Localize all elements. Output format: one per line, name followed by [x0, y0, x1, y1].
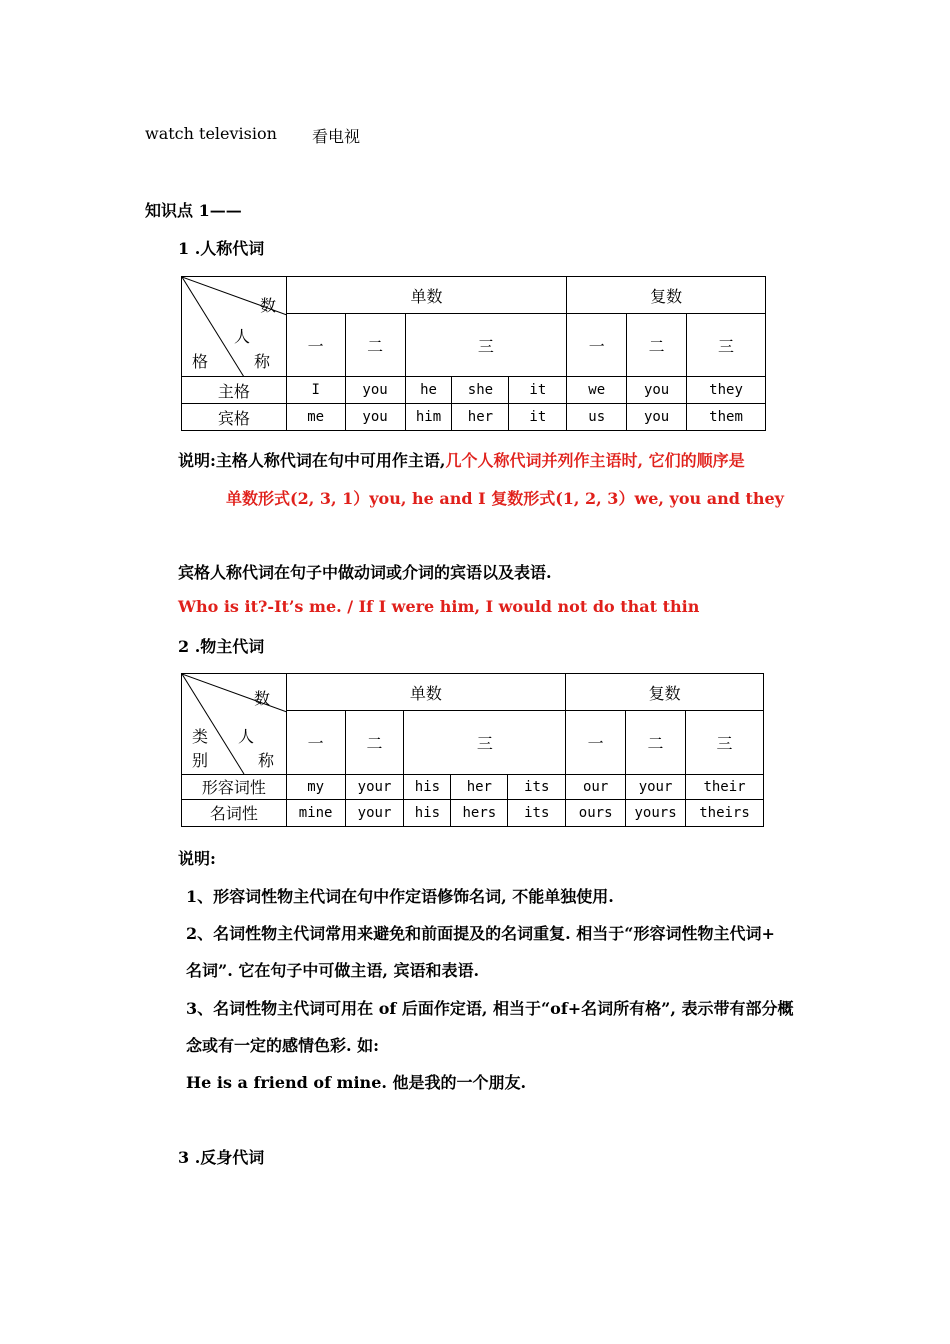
table-cell: ours [566, 799, 626, 826]
person-1-plural: 一 [567, 314, 627, 377]
person-2-singular: 二 [345, 711, 404, 774]
explanation-2a: 2、名词性物主代词常用来避免和前面提及的名词重复. 相当于“形容词性物主代词+ [186, 924, 775, 943]
note-black: 说明:主格人称代词在句中可用作主语, [178, 451, 446, 470]
vocab-chinese: 看电视 [312, 127, 361, 146]
table-cell: you [627, 377, 687, 404]
diag-label-case: 格 [192, 352, 209, 371]
table-row [182, 404, 766, 431]
person-1-singular: 一 [286, 314, 345, 377]
table-cell: his [404, 799, 451, 826]
row-label: 宾格 [182, 404, 287, 431]
explanation-3a: 3、名词性物主代词可用在 of 后面作定语, 相当于“of+名词所有格”, 表示带有部分概 [186, 999, 794, 1018]
table-cell: they [687, 377, 766, 404]
explanation-3b: 念或有一定的感情色彩. 如: [186, 1036, 380, 1055]
table-cell: us [567, 404, 627, 431]
order-rule: 单数形式(2, 3, 1）you, he and I 复数形式(1, 2, 3）we, you and they [226, 489, 784, 508]
diag-label-bie: 别 [192, 751, 209, 770]
table-cell: your [626, 774, 686, 799]
table-cell: hers [451, 799, 508, 826]
person-1-plural: 一 [566, 711, 626, 774]
section-3-title: 3 .反身代词 [178, 1148, 265, 1167]
diag-label-cheng: 称 [254, 352, 271, 371]
person-3-plural: 三 [686, 711, 764, 774]
example-sentences: Who is it?-It’s me. / If I were him, I would not do that thin [178, 597, 700, 616]
table-cell: it [509, 377, 567, 404]
row-label: 形容词性 [182, 774, 287, 799]
diag-label-category: 类 [192, 727, 209, 746]
person-1-singular: 一 [286, 711, 345, 774]
table-row [182, 774, 764, 799]
example-sentence: He is a friend of mine. 他是我的一个朋友. [186, 1073, 527, 1092]
table-cell: our [566, 774, 626, 799]
table-cell: you [345, 404, 405, 431]
table-cell: them [687, 404, 766, 431]
table-cell: he [405, 377, 452, 404]
diag-label-number: 数 [260, 296, 277, 315]
diag-label-cheng: 称 [258, 751, 275, 770]
vocab-english: watch television [145, 124, 277, 143]
table-cell: my [286, 774, 345, 799]
person-3-singular: 三 [405, 314, 567, 377]
person-2-plural: 二 [626, 711, 686, 774]
table-cell: him [405, 404, 452, 431]
table-cell: her [452, 404, 509, 431]
table-cell: mine [286, 799, 345, 826]
table-cell: it [509, 404, 567, 431]
table-cell: theirs [686, 799, 764, 826]
singular-header: 单数 [286, 674, 566, 711]
plural-header: 复数 [567, 277, 766, 314]
table-cell: your [345, 799, 404, 826]
table-row [182, 799, 764, 826]
table-cell: her [451, 774, 508, 799]
table-cell: I [286, 377, 345, 404]
person-3-singular: 三 [404, 711, 566, 774]
table-cell: its [508, 799, 566, 826]
object-case-note: 宾格人称代词在句子中做动词或介词的宾语以及表语. [178, 563, 552, 582]
table-cell: she [452, 377, 509, 404]
diag-label-number: 数 [254, 689, 271, 708]
table-cell: me [286, 404, 345, 431]
diag-label-person: 人 [234, 327, 251, 346]
diag-label-person: 人 [238, 727, 255, 746]
row-label: 主格 [182, 377, 287, 404]
table-cell: your [345, 774, 404, 799]
singular-header: 单数 [286, 277, 567, 314]
section-1-title: 1 .人称代词 [178, 239, 265, 258]
table-cell: yours [626, 799, 686, 826]
explanation-title: 说明: [178, 849, 216, 868]
diagonal-header-cell [182, 674, 287, 775]
table-cell: its [508, 774, 566, 799]
plural-header: 复数 [566, 674, 764, 711]
person-2-plural: 二 [627, 314, 687, 377]
diagonal-header-cell [182, 277, 287, 377]
note-red: 几个人称代词并列作主语时, 它们的顺序是 [445, 451, 745, 470]
table-cell: we [567, 377, 627, 404]
knowledge-point-heading: 知识点 1—— [145, 201, 242, 220]
table-cell: his [404, 774, 451, 799]
note-line-1 [178, 448, 745, 471]
personal-pronoun-table [181, 276, 766, 431]
section-2-title: 2 .物主代词 [178, 637, 265, 656]
person-3-plural: 三 [687, 314, 766, 377]
table-row [182, 377, 766, 404]
row-label: 名词性 [182, 799, 287, 826]
possessive-pronoun-table [181, 673, 764, 827]
table-cell: their [686, 774, 764, 799]
explanation-1: 1、形容词性物主代词在句中作定语修饰名词, 不能单独使用. [186, 887, 614, 906]
table-cell: you [627, 404, 687, 431]
table-cell: you [345, 377, 405, 404]
explanation-2b: 名词”. 它在句子中可做主语, 宾语和表语. [186, 961, 480, 980]
person-2-singular: 二 [345, 314, 405, 377]
